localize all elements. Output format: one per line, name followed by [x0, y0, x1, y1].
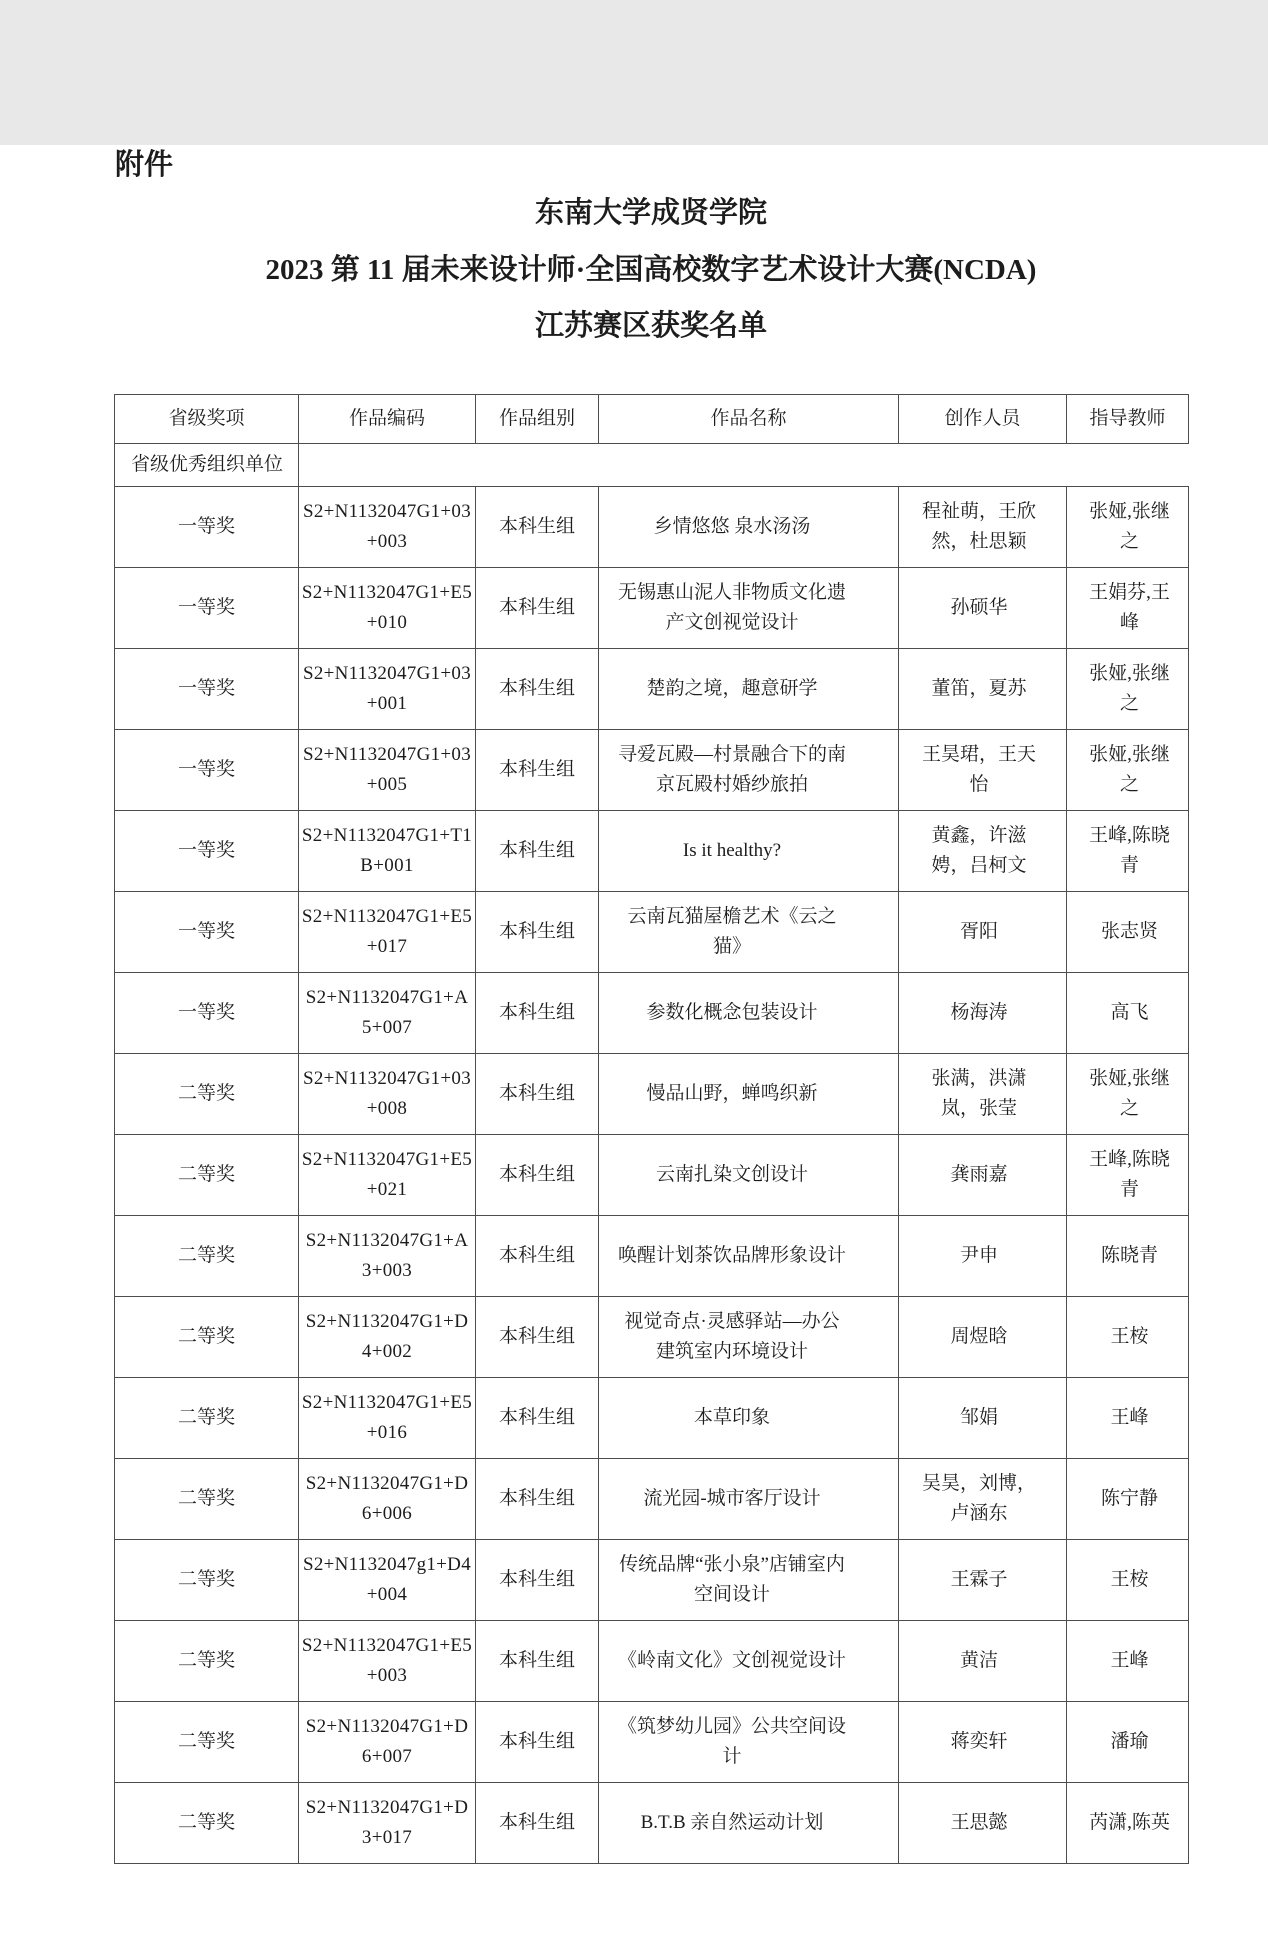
cell-teachers: 王峰,陈晓青 [1067, 1135, 1189, 1216]
cell-title: 视觉奇点·灵感驿站—办公建筑室内环境设计 [599, 1297, 899, 1378]
table-row [115, 973, 1189, 1054]
cell-code: S2+N1132047G1+E5+021 [299, 1135, 476, 1216]
cell-creators: 董笛，夏苏 [899, 649, 1067, 730]
doc-subtitle: 江苏赛区获奖名单 [534, 310, 767, 342]
cell-creators: 王昊珺，王天怡 [899, 730, 1067, 811]
cell-title: B.T.B 亲自然运动计划 [599, 1783, 899, 1864]
cell-teachers: 王娟芬,王峰 [1067, 568, 1189, 649]
table-row [115, 1783, 1189, 1864]
cell-award: 一等奖 [115, 487, 299, 568]
cell-teachers: 王桉 [1067, 1540, 1189, 1621]
cell-group: 本科生组 [476, 1459, 599, 1540]
cell-code: S2+N1132047G1+D3+017 [299, 1783, 476, 1864]
cell-code: S2+N1132047G1+D4+002 [299, 1297, 476, 1378]
cell-creators: 杨海涛 [899, 973, 1067, 1054]
cell-group: 本科生组 [476, 1378, 599, 1459]
table-row [115, 1540, 1189, 1621]
cell-creators: 邹娟 [899, 1378, 1067, 1459]
cell-group: 本科生组 [476, 1783, 599, 1864]
cell-code: S2+N1132047G1+A5+007 [299, 973, 476, 1054]
org-unit-label: 省级优秀组织单位 [115, 444, 299, 487]
doc-org-title: 东南大学成贤学院 [534, 197, 767, 229]
cell-group: 本科生组 [476, 1135, 599, 1216]
cell-teachers: 张娅,张继之 [1067, 730, 1189, 811]
cell-teachers: 王峰,陈晓青 [1067, 811, 1189, 892]
doc-main-title: 2023 第 11 届未来设计师·全国高校数字艺术设计大赛(NCDA) [265, 254, 1037, 286]
cell-teachers: 高飞 [1067, 973, 1189, 1054]
column-header-creators: 创作人员 [899, 395, 1067, 444]
cell-title: 《岭南文化》文创视觉设计 [599, 1621, 899, 1702]
cell-group: 本科生组 [476, 649, 599, 730]
cell-creators: 孙硕华 [899, 568, 1067, 649]
cell-award: 一等奖 [115, 811, 299, 892]
cell-award: 二等奖 [115, 1135, 299, 1216]
cell-teachers: 芮潇,陈英 [1067, 1783, 1189, 1864]
cell-creators: 王霖子 [899, 1540, 1067, 1621]
cell-award: 二等奖 [115, 1378, 299, 1459]
cell-group: 本科生组 [476, 1540, 599, 1621]
cell-teachers: 张娅,张继之 [1067, 649, 1189, 730]
cell-code: S2+N1132047G1+D6+007 [299, 1702, 476, 1783]
cell-title: 流光园-城市客厅设计 [599, 1459, 899, 1540]
cell-award: 二等奖 [115, 1297, 299, 1378]
cell-code: S2+N1132047g1+D4+004 [299, 1540, 476, 1621]
cell-code: S2+N1132047G1+03+003 [299, 487, 476, 568]
cell-code: S2+N1132047G1+A3+003 [299, 1216, 476, 1297]
table-row [115, 487, 1189, 568]
cell-award: 二等奖 [115, 1621, 299, 1702]
cell-code: S2+N1132047G1+E5+010 [299, 568, 476, 649]
cell-creators: 黄鑫，许滋娉，吕柯文 [899, 811, 1067, 892]
column-header-teachers: 指导教师 [1067, 395, 1189, 444]
cell-group: 本科生组 [476, 973, 599, 1054]
cell-teachers: 王峰 [1067, 1621, 1189, 1702]
cell-creators: 尹申 [899, 1216, 1067, 1297]
cell-award: 一等奖 [115, 730, 299, 811]
cell-creators: 张满，洪潇岚，张莹 [899, 1054, 1067, 1135]
cell-group: 本科生组 [476, 1054, 599, 1135]
table-body [115, 444, 1189, 1864]
cell-creators: 胥阳 [899, 892, 1067, 973]
cell-title: 寻爱瓦殿—村景融合下的南京瓦殿村婚纱旅拍 [599, 730, 899, 811]
table-row [115, 1216, 1189, 1297]
cell-title: 无锡惠山泥人非物质文化遗产文创视觉设计 [599, 568, 899, 649]
cell-title: 慢品山野，蝉鸣织新 [599, 1054, 899, 1135]
column-header-title: 作品名称 [599, 395, 899, 444]
table-row [115, 1297, 1189, 1378]
cell-group: 本科生组 [476, 730, 599, 811]
cell-code: S2+N1132047G1+E5+016 [299, 1378, 476, 1459]
column-header-award: 省级奖项 [115, 395, 299, 444]
cell-code: S2+N1132047G1+03+005 [299, 730, 476, 811]
cell-title: 本草印象 [599, 1378, 899, 1459]
cell-creators: 周煜晗 [899, 1297, 1067, 1378]
cell-teachers: 陈宁静 [1067, 1459, 1189, 1540]
table-row [115, 568, 1189, 649]
org-unit-empty-cell [299, 444, 1189, 487]
cell-teachers: 陈晓青 [1067, 1216, 1189, 1297]
cell-code: S2+N1132047G1+E5+017 [299, 892, 476, 973]
cell-group: 本科生组 [476, 1702, 599, 1783]
cell-award: 二等奖 [115, 1054, 299, 1135]
cell-title: 唤醒计划茶饮品牌形象设计 [599, 1216, 899, 1297]
table-row [115, 1135, 1189, 1216]
cell-creators: 蒋奕轩 [899, 1702, 1067, 1783]
cell-group: 本科生组 [476, 892, 599, 973]
cell-teachers: 张志贤 [1067, 892, 1189, 973]
cell-award: 二等奖 [115, 1459, 299, 1540]
attachment-label: 附件 [115, 149, 174, 181]
cell-creators: 龚雨嘉 [899, 1135, 1067, 1216]
cell-group: 本科生组 [476, 568, 599, 649]
cell-title: 云南扎染文创设计 [599, 1135, 899, 1216]
cell-award: 一等奖 [115, 892, 299, 973]
cell-title: 乡情悠悠 泉水汤汤 [599, 487, 899, 568]
cell-group: 本科生组 [476, 487, 599, 568]
column-header-group: 作品组别 [476, 395, 599, 444]
table-row [115, 730, 1189, 811]
cell-title: 参数化概念包装设计 [599, 973, 899, 1054]
table-row [115, 892, 1189, 973]
cell-creators: 黄洁 [899, 1621, 1067, 1702]
cell-group: 本科生组 [476, 1621, 599, 1702]
cell-award: 一等奖 [115, 973, 299, 1054]
org-unit-row [115, 444, 1189, 487]
cell-award: 二等奖 [115, 1216, 299, 1297]
column-header-code: 作品编码 [299, 395, 476, 444]
cell-creators: 程祉萌，王欣然，杜思颖 [899, 487, 1067, 568]
cell-code: S2+N1132047G1+T1B+001 [299, 811, 476, 892]
cell-teachers: 张娅,张继之 [1067, 487, 1189, 568]
cell-teachers: 王桉 [1067, 1297, 1189, 1378]
table-header [115, 395, 1189, 444]
cell-creators: 王思懿 [899, 1783, 1067, 1864]
table-row [115, 1621, 1189, 1702]
cell-title: Is it healthy? [599, 811, 899, 892]
header-row [115, 395, 1189, 444]
cell-code: S2+N1132047G1+03+008 [299, 1054, 476, 1135]
table-row [115, 1459, 1189, 1540]
cell-title: 云南瓦猫屋檐艺术《云之猫》 [599, 892, 899, 973]
cell-title: 《筑梦幼儿园》公共空间设计 [599, 1702, 899, 1783]
cell-group: 本科生组 [476, 811, 599, 892]
cell-creators: 吴昊，刘博，卢涵东 [899, 1459, 1067, 1540]
cell-teachers: 王峰 [1067, 1378, 1189, 1459]
cell-teachers: 张娅,张继之 [1067, 1054, 1189, 1135]
cell-title: 楚韵之境，趣意研学 [599, 649, 899, 730]
cell-award: 二等奖 [115, 1702, 299, 1783]
cell-award: 二等奖 [115, 1783, 299, 1864]
awards-table [114, 394, 1189, 1864]
cell-award: 一等奖 [115, 649, 299, 730]
table-row [115, 1054, 1189, 1135]
cell-code: S2+N1132047G1+03+001 [299, 649, 476, 730]
cell-teachers: 潘瑜 [1067, 1702, 1189, 1783]
table-row [115, 1702, 1189, 1783]
document-page [0, 145, 1268, 1938]
cell-group: 本科生组 [476, 1297, 599, 1378]
cell-code: S2+N1132047G1+E5+003 [299, 1621, 476, 1702]
cell-award: 二等奖 [115, 1540, 299, 1621]
table-row [115, 649, 1189, 730]
cell-code: S2+N1132047G1+D6+006 [299, 1459, 476, 1540]
table-row [115, 811, 1189, 892]
cell-title: 传统品牌“张小泉”店铺室内空间设计 [599, 1540, 899, 1621]
cell-award: 一等奖 [115, 568, 299, 649]
cell-group: 本科生组 [476, 1216, 599, 1297]
table-row [115, 1378, 1189, 1459]
